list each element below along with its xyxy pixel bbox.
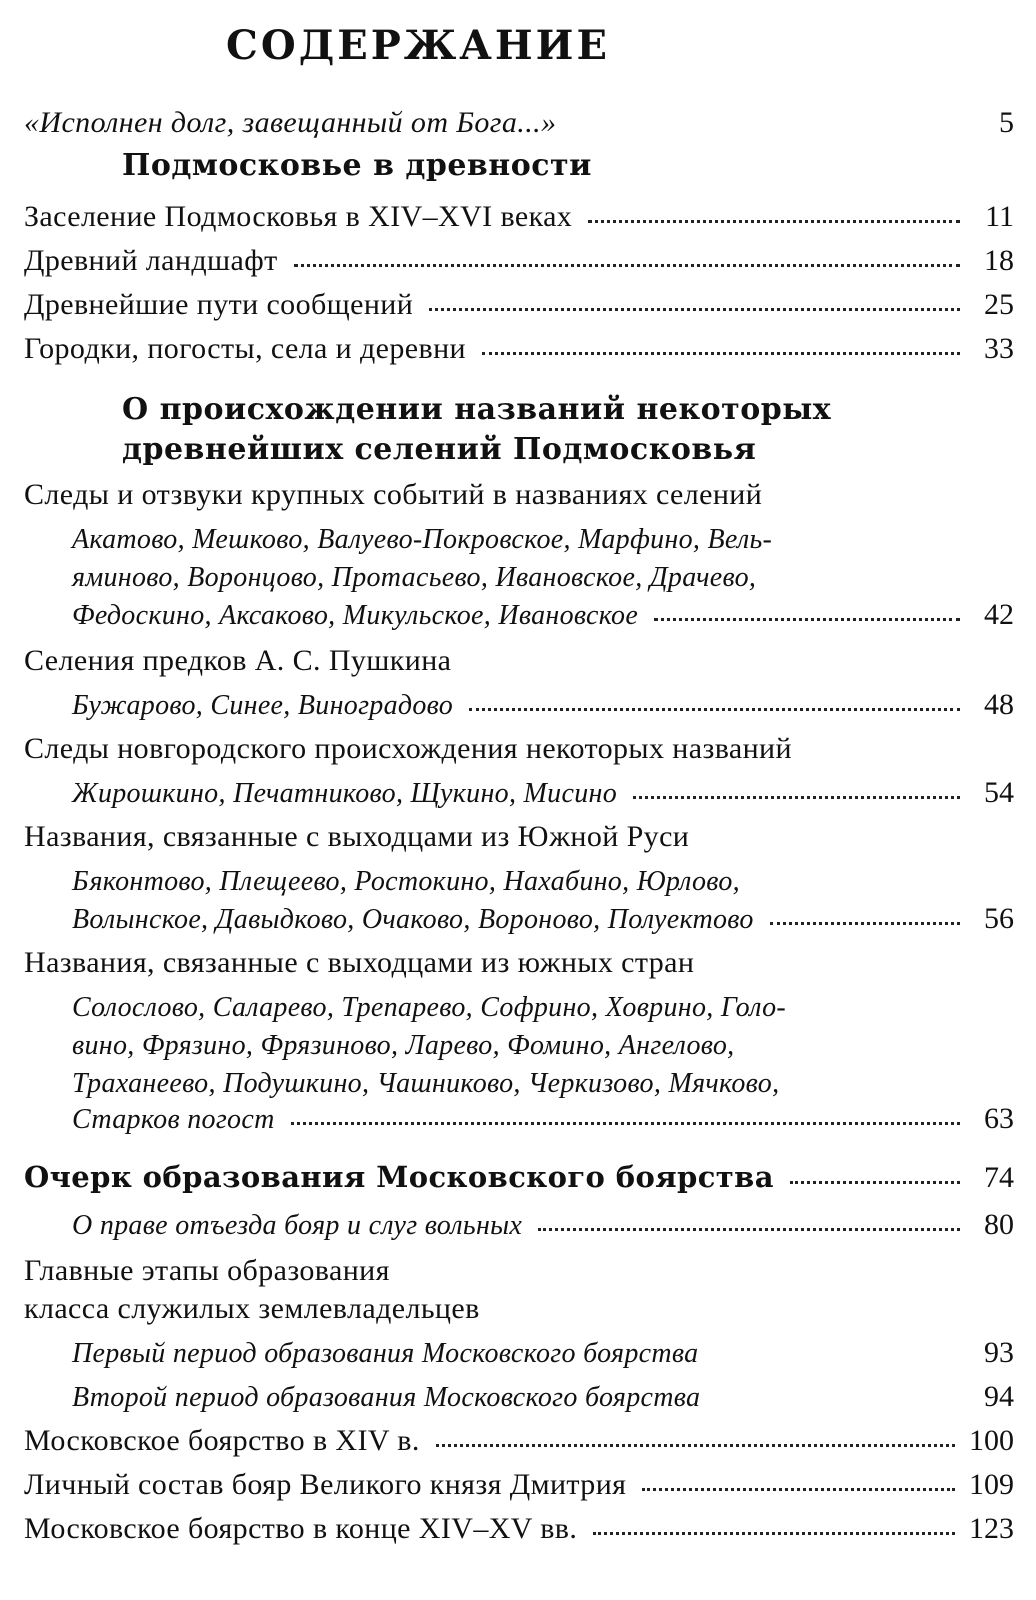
village-names: Волынское, Давыдково, Очаково, Вороново, Полуектово: [72, 904, 754, 935]
page-number: 93: [984, 1336, 1014, 1369]
village-names: Федоскино, Аксаково, Микульское, Ивановское: [72, 600, 639, 631]
toc-entry[interactable]: [72, 776, 1014, 814]
toc-entry-section-3[interactable]: [24, 1160, 1014, 1198]
entry-title: Московское боярство в конце XIV–XV вв.: [24, 1512, 578, 1545]
leader: [588, 219, 960, 223]
leader: [716, 1402, 960, 1403]
entry-title: О праве отъезда бояр и слуг вольных: [72, 1210, 523, 1241]
group-heading[interactable]: Названия, связанные с выходцами из Южной Руси: [24, 820, 690, 853]
leader: [429, 307, 960, 311]
toc-entry[interactable]: [72, 1208, 1014, 1246]
page-number: 109: [969, 1468, 1014, 1501]
toc-entry[interactable]: [72, 1380, 1014, 1418]
entry-title: Второй период образования Московского боярства: [72, 1382, 701, 1413]
village-names: Старков погост: [72, 1104, 275, 1135]
village-names: яминово, Воронцово, Протасьево, Ивановское, Драчево,: [72, 562, 757, 593]
village-names: Траханеево, Подушкино, Чашниково, Черкизово, Мячково,: [72, 1068, 780, 1099]
village-names: вино, Фрязино, Фрязиново, Ларево, Фомино, Ангелово,: [72, 1030, 735, 1061]
group-heading[interactable]: Главные этапы образования: [24, 1254, 390, 1287]
page-number: 100: [969, 1424, 1014, 1457]
entry-title: «Исполнен долг, завещанный от Бога...»: [24, 106, 557, 139]
page-number: 54: [984, 776, 1014, 809]
toc-entry[interactable]: [72, 598, 1014, 636]
leader: [538, 1227, 960, 1231]
village-names: Жирошкино, Печатниково, Щукино, Мисино: [72, 778, 617, 809]
toc-entry[interactable]: [24, 244, 1014, 282]
section-title-2: О происхождении названий некоторых: [122, 392, 832, 427]
village-names: Солослово, Саларево, Трепарево, Софрино, Ховрино, Голо-: [72, 992, 787, 1023]
toc-entry[interactable]: [24, 200, 1014, 238]
page-title: СОДЕРЖАНИЕ: [226, 22, 610, 69]
entry-title: Личный состав бояр Великого князя Дмитрия: [24, 1468, 627, 1501]
page-number: 25: [984, 288, 1014, 321]
page-number: 18: [984, 244, 1014, 277]
leader: [642, 1487, 955, 1491]
village-names: Бужарово, Синее, Виноградово: [72, 690, 454, 721]
leader: [790, 1180, 960, 1184]
page-number: 42: [984, 598, 1014, 631]
toc-entry[interactable]: [24, 1512, 1014, 1550]
village-names: Акатово, Мешково, Валуево-Покровское, Марфино, Вель-: [72, 524, 773, 555]
page-number: 48: [984, 688, 1014, 721]
leader: [633, 795, 960, 799]
toc-entry[interactable]: [24, 1424, 1014, 1462]
group-heading[interactable]: Следы новгородского происхождения некоторых названий: [24, 732, 792, 765]
page-number: 94: [984, 1380, 1014, 1413]
entry-title: Первый период образования Московского боярства: [72, 1338, 699, 1369]
entry-title: Древний ландшафт: [24, 244, 278, 277]
village-names: Бяконтово, Плещеево, Ростокино, Нахабино, Юрлово,: [72, 866, 740, 897]
page-number: 33: [984, 332, 1014, 365]
toc-entry[interactable]: [24, 332, 1014, 370]
leader: [469, 707, 960, 711]
toc-entry-intro[interactable]: [24, 106, 1014, 144]
leader: [291, 1121, 960, 1125]
page-number: 123: [969, 1512, 1014, 1545]
leader: [294, 263, 960, 267]
toc-entry[interactable]: [24, 1468, 1014, 1506]
entry-title: Московское боярство в XIV в.: [24, 1424, 420, 1457]
leader: [770, 921, 960, 925]
leader: [436, 1443, 955, 1447]
page-number: 63: [984, 1102, 1014, 1135]
section-title-2-line2: древнейших селений Подмосковья: [122, 432, 757, 467]
toc-entry[interactable]: [24, 288, 1014, 326]
page-number: 11: [985, 200, 1014, 233]
group-heading-line2: класса служилых землевладельцев: [24, 1292, 480, 1325]
section-title-1: Подмосковье в древности: [122, 148, 592, 183]
leader: [593, 1531, 955, 1535]
toc-entry[interactable]: [72, 1336, 1014, 1374]
leader: [714, 1358, 960, 1359]
page-number: 5: [999, 106, 1014, 139]
section-title-3: Очерк образования Московского боярства: [24, 1160, 774, 1194]
leader: [482, 351, 960, 355]
group-heading[interactable]: Селения предков А. С. Пушкина: [24, 644, 452, 677]
page-number: 56: [984, 902, 1014, 935]
toc-entry[interactable]: [72, 1102, 1014, 1140]
page-number: 80: [984, 1208, 1014, 1241]
entry-title: Городки, погосты, села и деревни: [24, 332, 466, 365]
group-heading[interactable]: Названия, связанные с выходцами из южных стран: [24, 946, 695, 979]
group-heading[interactable]: Следы и отзвуки крупных событий в названиях селений: [24, 478, 763, 511]
entry-title: Древнейшие пути сообщений: [24, 288, 414, 321]
page-number: 74: [984, 1161, 1014, 1194]
toc-entry[interactable]: [72, 902, 1014, 940]
toc-entry[interactable]: [72, 688, 1014, 726]
leader: [654, 617, 960, 621]
leader: [572, 128, 960, 129]
entry-title: Заселение Подмосковья в XIV–XVI веках: [24, 200, 573, 233]
